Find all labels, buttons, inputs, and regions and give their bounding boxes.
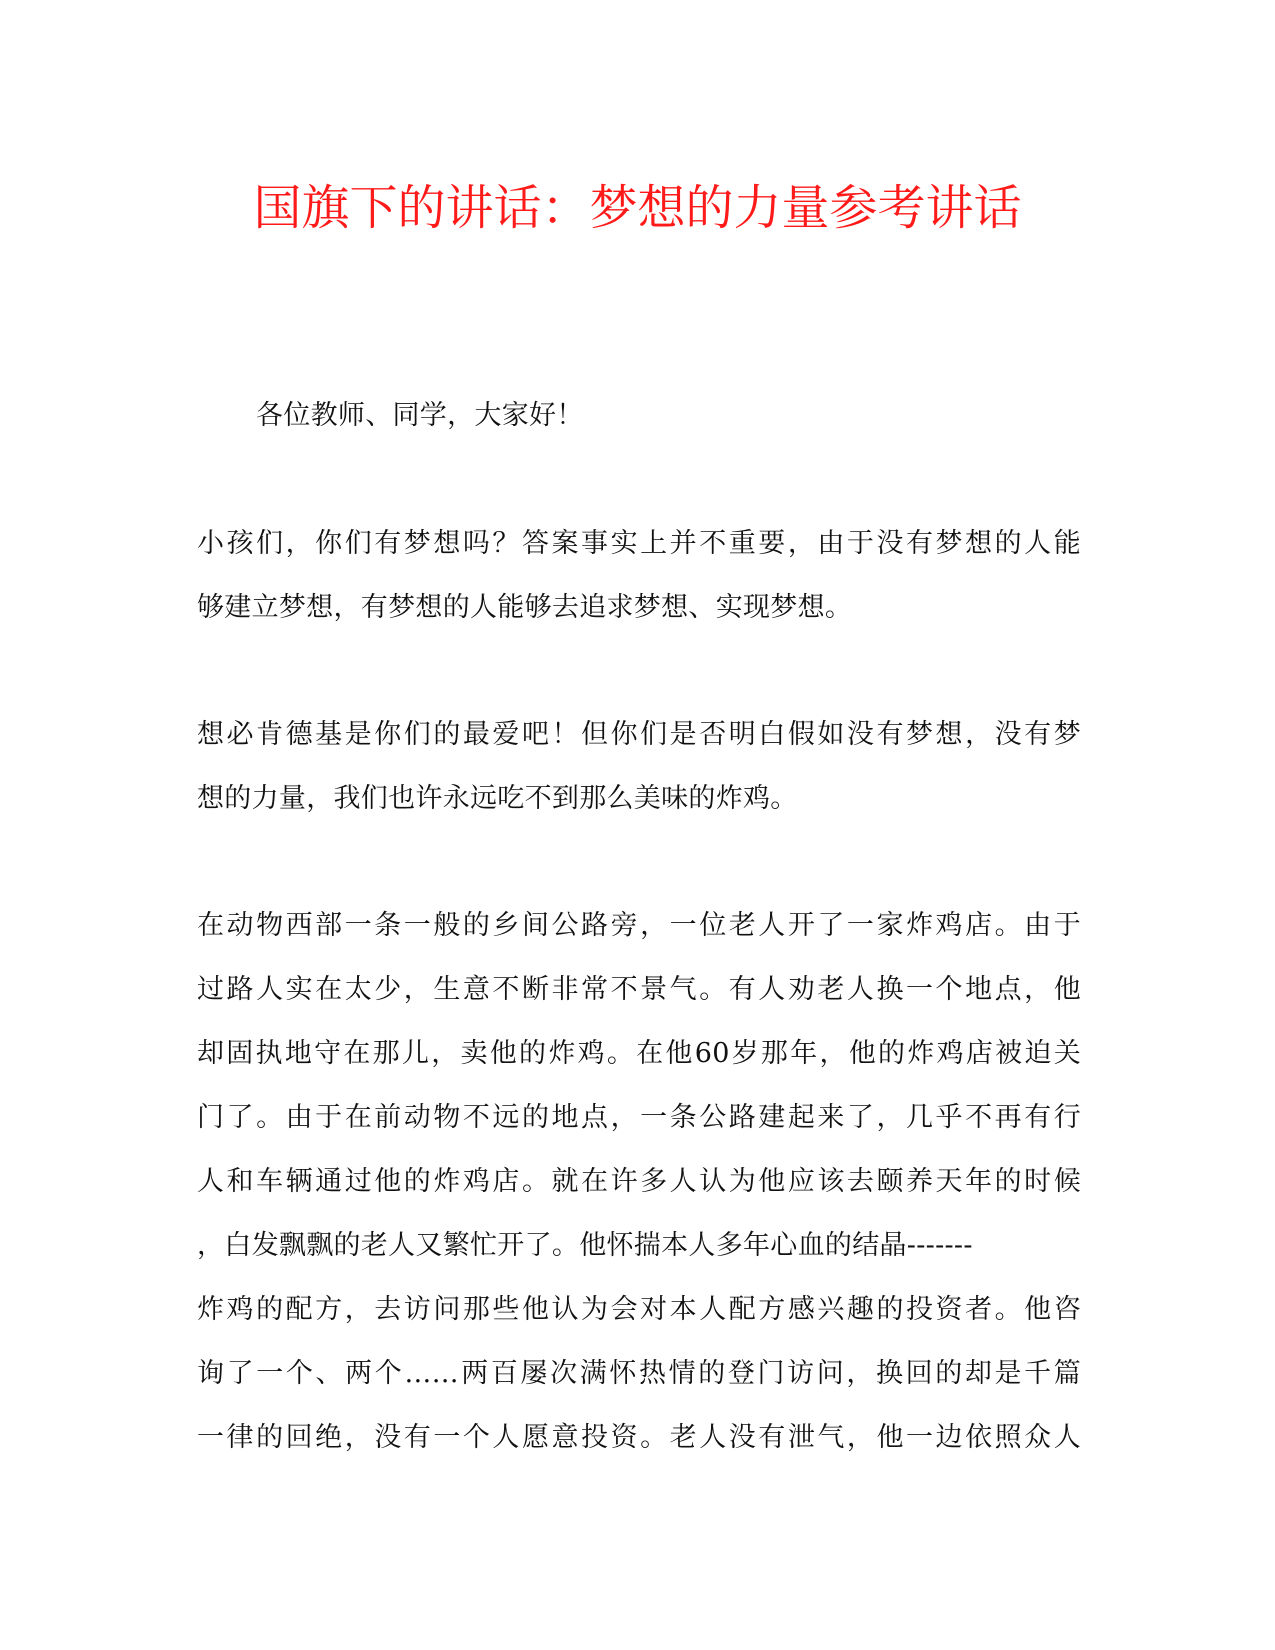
paragraph-line: 想必肯德基是你们的最爱吧！但你们是否明白假如没有梦想，没有梦 — [197, 719, 1081, 750]
paragraph-line: ，白发飘飘的老人又繁忙开了。他怀揣本人多年心血的结晶------- — [197, 1230, 973, 1261]
paragraph-line: 人和车辆通过他的炸鸡店。就在许多人认为他应该去颐养天年的时候 — [197, 1166, 1081, 1197]
paragraph-line: 一律的回绝，没有一个人愿意投资。老人没有泄气，他一边依照众人 — [197, 1422, 1081, 1453]
paragraph-line: 炸鸡的配方，去访问那些他认为会对本人配方感兴趣的投资者。他咨 — [197, 1294, 1081, 1325]
paragraph-line: 询了一个、两个……两百屡次满怀热情的登门访问，换回的却是千篇 — [197, 1358, 1081, 1389]
paragraph-line: 门了。由于在前动物不远的地点，一条公路建起来了，几乎不再有行 — [197, 1102, 1081, 1133]
paragraph-line: 想的力量，我们也许永远吃不到那么美味的炸鸡。 — [197, 783, 798, 814]
paragraph-line: 过路人实在太少，生意不断非常不景气。有人劝老人换一个地点，他 — [197, 974, 1081, 1005]
document-title: 国旗下的讲话：梦想的力量参考讲话 — [253, 180, 1022, 236]
paragraph-line: 够建立梦想，有梦想的人能够去追求梦想、实现梦想。 — [197, 592, 853, 623]
greeting: 各位教师、同学，大家好！ — [256, 400, 584, 431]
paragraph-line: 小孩们，你们有梦想吗？答案事实上并不重要，由于没有梦想的人能 — [197, 528, 1081, 559]
paragraph-line: 在动物西部一条一般的乡间公路旁，一位老人开了一家炸鸡店。由于 — [197, 910, 1081, 941]
paragraph-line: 却固执地守在那儿，卖他的炸鸡。在他60岁那年，他的炸鸡店被迫关 — [197, 1038, 1081, 1069]
